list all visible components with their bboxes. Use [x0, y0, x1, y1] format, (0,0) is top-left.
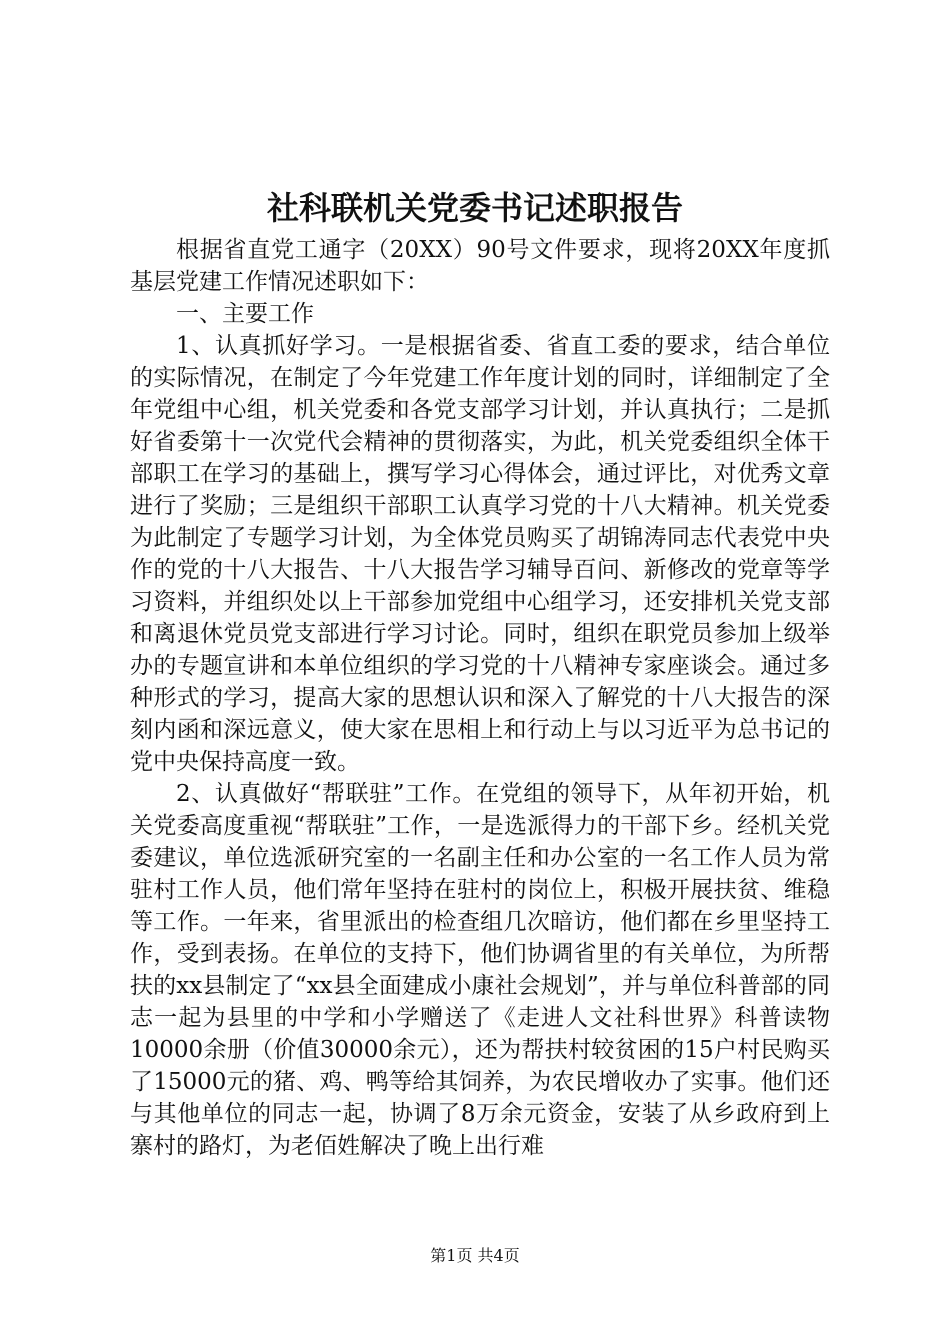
paragraph-intro: 根据省直党工通字（20XX）90号文件要求，现将20XX年度抓基层党建工作情况述职如下：: [130, 237, 830, 295]
paragraph-help-station: 2、认真做好“帮联驻”工作。在党组的领导下，从年初开始，机关党委高度重视“帮联驻”工作，一是选派得力的干部下乡。经机关党委建议，单位选派研究室的一名副主任和办公室的一名工作人员为常驻村工作人员，他们常年坚持在驻村的岗位上，积极开展扶贫、维稳等工作。一年来，省里派出的检查组几次暗访，他们都在乡里坚持工作，受到表扬。在单位的支持下，他们协调省里的有关单位，为所帮扶的xx县制定了“xx县全面建成小康社会规划”，并与单位科普部的同志一起为县里的中学和小学赠送了《走进人文社科世界》科普读物10000余册（价值30000余元），还为帮扶村较贫困的15户村民购买了15000元的猪、鸡、鸭等给其饲养，为农民增收办了实事。他们还与其他单位的同志一起，协调了8万余元资金，安装了从乡政府到上寨村的路灯，为老佰姓解决了晚上出行难: [130, 781, 830, 1159]
document-title: 社科联机关党委书记述职报告: [266, 189, 683, 227]
document-body: [130, 234, 830, 1162]
section-heading-main-work: 一、主要工作: [176, 301, 314, 327]
page-footer: 第1页 共4页: [430, 1246, 520, 1265]
paragraph-study: 1、认真抓好学习。一是根据省委、省直工委的要求，结合单位的实际情况，在制定了今年党建工作年度计划的同时，详细制定了全年党组中心组，机关党委和各党支部学习计划，并认真执行；二是抓好省委第十一次党代会精神的贯彻落实，为此，机关党委组织全体干部职工在学习的基础上，撰写学习心得体会，通过评比，对优秀文章进行了奖励；三是组织干部职工认真学习党的十八大精神。机关党委为此制定了专题学习计划，为全体党员购买了胡锦涛同志代表党中央作的党的十八大报告、十八大报告学习辅导百问、新修改的党章等学习资料，并组织处以上干部参加党组中心组学习，还安排机关党支部和离退休党员党支部进行学习讨论。同时，组织在职党员参加上级举办的专题宣讲和本单位组织的学习党的十八精神专家座谈会。通过多种形式的学习，提高大家的思想认识和深入了解党的十八大报告的深刻内函和深远意义，使大家在思相上和行动上与以习近平为总书记的党中央保持高度一致。: [130, 333, 830, 775]
